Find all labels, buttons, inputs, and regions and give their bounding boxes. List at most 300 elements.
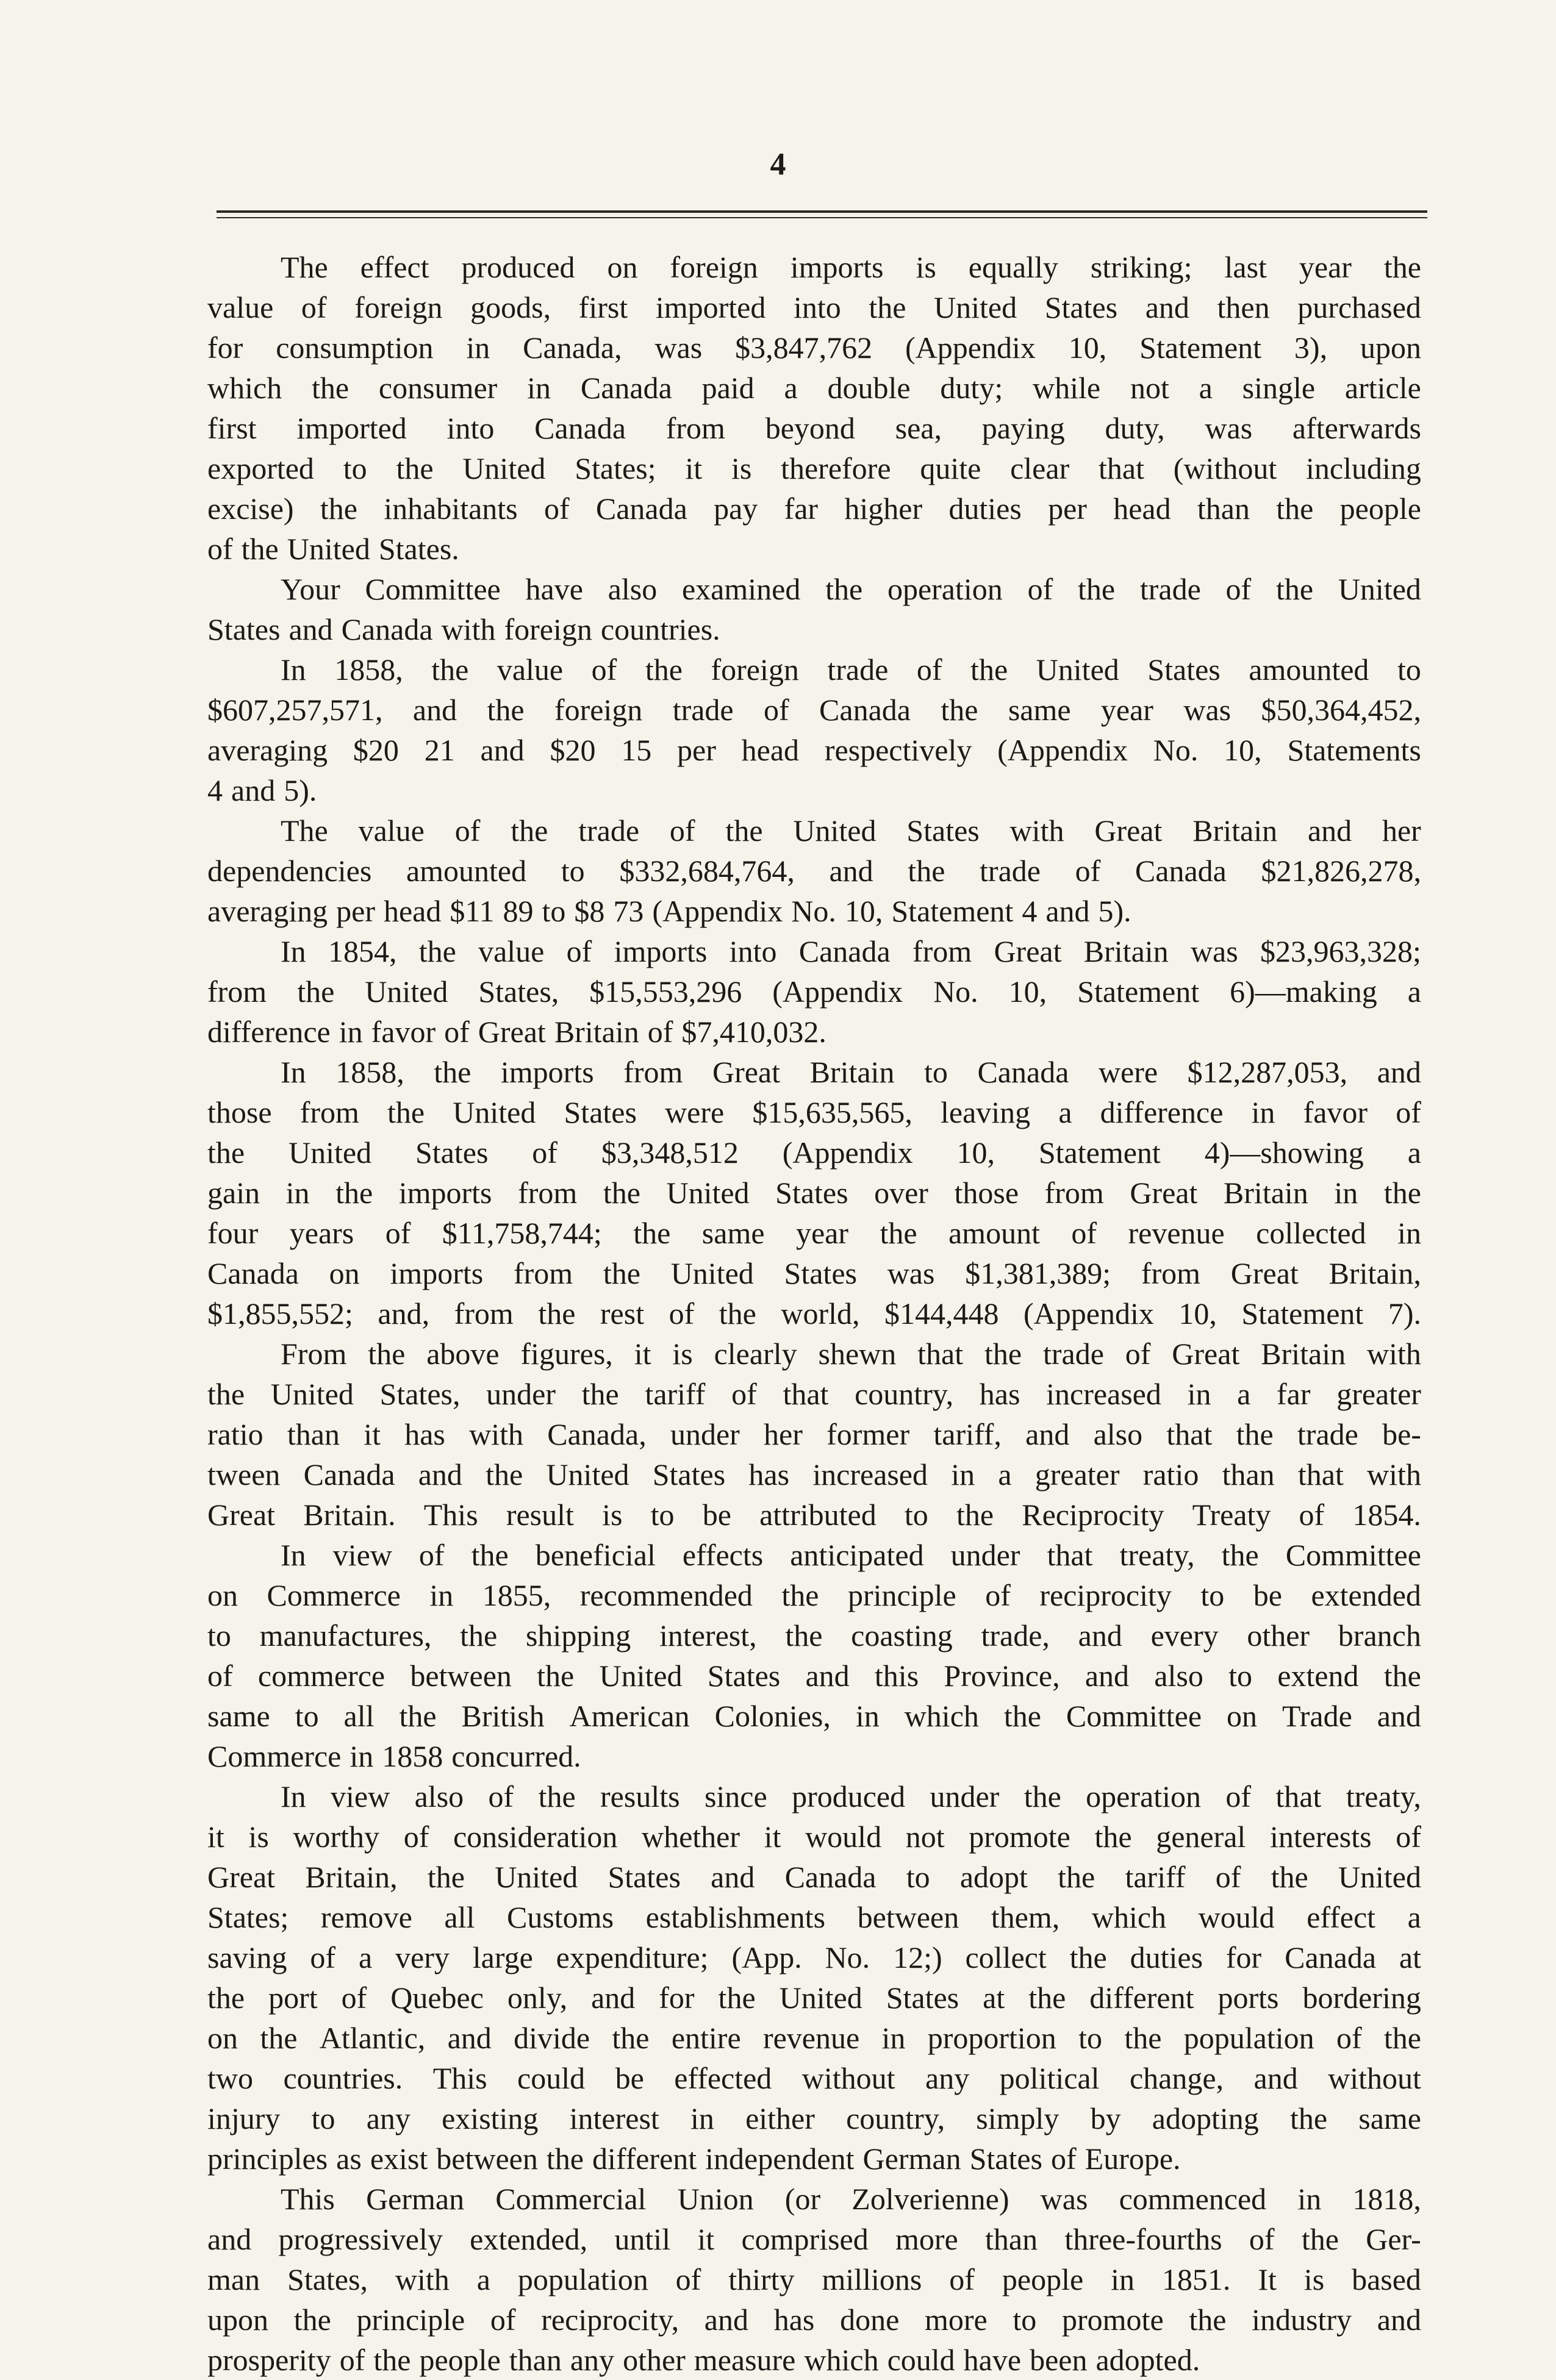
word: Statement [891,894,1014,928]
word: $1,381,389; [965,1256,1111,1290]
word: is [1303,2262,1325,2296]
text-line [207,1374,1421,1414]
word: over [874,1176,928,1210]
word: is [602,1498,623,1532]
word: view [331,1779,390,1814]
word: purchased [1297,290,1421,324]
word: with [395,2262,450,2296]
word: the [207,1135,245,1170]
word: and [412,693,457,727]
word: collect [965,1940,1047,1974]
word: of [669,813,695,848]
word: the [431,652,469,687]
word: for [659,1981,695,2015]
text-line [207,1092,1421,1132]
word: from [665,411,725,445]
word: difference [207,1015,331,1049]
header-rule-thin [217,217,1427,218]
word: is [248,1820,269,1854]
word: of [444,1015,470,1049]
word: States, [379,1377,461,1411]
word: Great [1230,1256,1299,1290]
word: therefore [781,451,891,485]
word: paying [981,411,1065,445]
word: Great [207,1498,276,1532]
word: amounted [406,854,527,888]
word: 4 [1022,894,1038,928]
word: and [231,773,276,807]
word: of [985,1578,1011,1612]
word: the [396,451,434,485]
word: trade, [981,1618,1050,1653]
word: exist [370,2142,428,2176]
word: anticipated [790,1538,924,1572]
word: the [538,1296,576,1331]
word: result [506,1498,574,1532]
word: of [339,2343,365,2377]
word: and [1045,894,1090,928]
word: adopting [1152,2101,1259,2135]
text-line [207,488,1421,529]
word: United [670,1256,754,1290]
word: done [840,2303,900,2337]
word: afterwards [1292,411,1421,445]
word: the [373,2343,411,2377]
word: of [207,1659,233,1693]
word: from [518,1176,578,1210]
word: from [912,934,972,968]
word: with [441,612,496,646]
word: single [1242,371,1316,405]
word: with [1009,813,1064,848]
text-line [207,1454,1421,1495]
text-line [207,1937,1421,1978]
word: Zolverienne) [851,2182,1009,2216]
word: greater [1336,1377,1421,1411]
word: Canada [977,1055,1069,1089]
word: a [998,1457,1012,1492]
word: 10, [956,1135,995,1170]
word: the [1383,1176,1421,1210]
word: change, [1129,2061,1224,2095]
word: $21,826,278, [1261,854,1421,888]
word: the [725,813,763,848]
word: the [293,2303,331,2337]
word: until [614,2222,671,2256]
word: saving [207,1940,287,1974]
word: in [527,371,551,405]
word: her [764,1417,803,1451]
word: extended, [470,2222,588,2256]
word: 15 [621,733,652,767]
word: imports [398,1176,492,1210]
word: trade [980,854,1041,888]
word: Committee [365,572,501,606]
word: In [281,1538,306,1572]
word: The [281,813,328,848]
word: principle [356,2303,465,2337]
word: world, [781,1296,860,1331]
word: injury [207,2101,281,2135]
word: that [1297,1457,1344,1492]
word: on [207,1578,238,1612]
word: of [341,1981,367,2015]
word: into [793,290,841,324]
word: $3,348,512 [601,1135,739,1170]
word: which [904,1699,979,1733]
word: as [336,2142,362,2176]
word: of [207,532,233,566]
word: same [207,1699,270,1733]
word: the [719,1296,756,1331]
word: to [343,451,367,485]
word: Commerce [267,1578,401,1612]
word: 1818, [1352,2182,1421,2216]
word: ratio [207,1417,264,1451]
word: $11 [450,894,495,928]
word: the [1069,1940,1107,1974]
word: From [281,1337,347,1371]
text-line [207,609,1421,649]
word: was [1190,934,1238,968]
text-line [207,368,1421,408]
word: population [517,2262,648,2296]
word: foreign [711,652,799,687]
word: sea, [895,411,942,445]
word: United [453,1095,536,1129]
text-line [207,1575,1421,1615]
text-line [207,2259,1421,2300]
word: between [410,1659,512,1693]
text-line [207,1535,1421,1575]
word: Canada [580,371,672,405]
word: have [963,2343,1022,2377]
word: $15,635,565, [752,1095,912,1129]
word: which [207,371,282,405]
word: 10, [1008,974,1047,1009]
word: Colonies, [714,1699,831,1733]
word: operation [887,572,1003,606]
word: United [1338,1860,1421,1894]
word: in [466,331,490,365]
word: manufactures, [259,1618,432,1653]
word: her [1382,813,1421,848]
word: population [1183,2021,1314,2055]
word: only, [507,1981,568,2015]
word: the [418,934,456,968]
word: the [633,1216,671,1250]
word: of [403,1820,429,1854]
word: leaving [941,1095,1031,1129]
word: 1854. [1352,1498,1421,1532]
word: $3,847,762 [735,331,873,365]
text-line [207,1656,1421,1696]
word: head [1113,491,1171,526]
word: and [418,1457,462,1492]
text-line [207,529,1421,569]
word: the [538,1779,576,1814]
word: than [509,2343,562,2377]
word: with [1367,1457,1421,1492]
word: States [1044,290,1118,324]
word: effects [682,1538,764,1572]
word: of [566,934,592,968]
word: of [1051,2142,1077,2176]
word: the [546,2142,584,2176]
body-text [207,247,1421,2380]
word: Atlantic, [319,2021,426,2055]
word: the [941,693,978,727]
word: per [336,894,375,928]
word: This [423,1498,478,1532]
text-line [207,1052,1421,1092]
word: (App. [731,1940,802,1974]
word: to [1200,1578,1225,1612]
word: without [801,2061,895,2095]
word: tariff [645,1377,706,1411]
word: the [908,854,945,888]
word: were [1098,1055,1158,1089]
word: first [207,411,257,445]
word: of [418,1538,445,1572]
word: Britain [1223,1176,1308,1210]
text-line [207,971,1421,1012]
word: based [1352,2262,1421,2296]
word: the [1383,1659,1421,1693]
word: for [207,331,243,365]
word: them, [991,1900,1060,1934]
word: States [775,1176,848,1210]
text-line [207,1012,1421,1052]
word: Customs [506,1900,614,1934]
word: Union [677,2182,754,2216]
word: the [1028,1981,1066,2015]
word: of [1299,1498,1325,1532]
word: States [707,1659,781,1693]
word: was [654,331,703,365]
word: equally [968,250,1058,284]
word: year [1100,693,1153,727]
text-line [207,2219,1421,2259]
word: States [608,1860,681,1894]
word: in [1334,1176,1358,1210]
word: of [1225,1779,1252,1814]
word: would [805,1820,882,1854]
word: States [906,813,980,848]
word: industry [1252,2303,1352,2337]
word: Statements [1287,733,1421,767]
word: States; [575,451,656,485]
word: American [569,1699,690,1733]
word: year [1299,250,1352,284]
word: from [1044,1176,1104,1210]
word: the [781,1578,819,1612]
word: examined [681,572,801,606]
word: establishments [645,1900,826,1934]
word: It [1258,2262,1277,2296]
word: to [1078,2021,1103,2055]
word: consumption [276,331,434,365]
word: imported [655,290,766,324]
word: country, [846,2101,945,2135]
word: Canada [207,1256,299,1290]
word: of [1075,854,1101,888]
word: 5). [1098,894,1131,928]
word: interest, [659,1618,757,1653]
word: to [650,1498,675,1532]
word: commenced [1119,2182,1267,2216]
word: In [281,934,306,968]
word: in [1297,2182,1322,2216]
word: $607,257,571, [207,693,383,727]
word: Commerce [207,1739,342,1773]
word: 1855, [482,1578,551,1612]
word: were [665,1095,725,1129]
word: duty; [940,371,1003,405]
word: trade [672,693,734,727]
word: port [268,1981,318,2015]
word: in [1111,2262,1135,2296]
word: independent [705,2142,855,2176]
word: foreign [554,693,643,727]
word: trade [827,652,889,687]
word: and [591,1981,636,2015]
word: those [954,1176,1019,1210]
word: of [1215,1860,1241,1894]
word: In [281,1779,306,1814]
word: the [1275,572,1314,606]
word: the [1289,2101,1328,2135]
word: principles [207,2142,328,2176]
word: simply [976,2101,1059,2135]
word: extended [1311,1578,1421,1612]
word: increased [812,1457,928,1492]
word: political [999,2061,1100,2095]
word: treaty, [1119,1538,1195,1572]
text-line [207,2058,1421,2098]
word: of [764,693,789,727]
text-line [207,247,1421,287]
word: from [513,1256,573,1290]
word: to [311,2101,335,2135]
word: States; [207,1900,289,1934]
text-line [207,931,1421,971]
word: it [685,451,703,485]
word: the [1058,1860,1095,1894]
word: the [825,572,863,606]
word: millions [822,2262,922,2296]
word: the [1271,1860,1308,1894]
word: the [434,1055,471,1089]
text-line [207,1857,1421,1897]
word: thirty [728,2262,795,2296]
word: of [532,1135,558,1170]
word: averaging [207,733,328,767]
word: States [969,2142,1043,2176]
word: duties [948,491,1022,526]
word: the [984,1337,1022,1371]
word: excise) [207,491,294,526]
word: interests [1269,1820,1372,1854]
word: countries. [283,2061,403,2095]
word: Canada [534,411,626,445]
word: that [783,1377,829,1411]
word: In [281,1055,306,1089]
word: a [1199,371,1213,405]
word: 6)—making [1230,974,1377,1009]
text-line [207,1173,1421,1213]
word: would [1198,1900,1275,1934]
word: trade [1042,1337,1104,1371]
word: $11,758,744; [442,1216,602,1250]
word: branch [1338,1618,1421,1653]
word: Reciprocity [1022,1498,1164,1532]
word: also [1154,1659,1203,1693]
word: of [647,1015,673,1049]
word: also [414,1779,464,1814]
word: Britain [1083,934,1169,968]
word: the [241,532,279,566]
word: while [1033,371,1101,405]
word: 12;) [893,1940,942,1974]
word: United [462,451,546,485]
word: measure [694,2343,796,2377]
word: Canada [1285,1940,1377,1974]
word: Britain [809,1055,895,1089]
word: any [570,2343,615,2377]
word: $7,410,032. [681,1015,826,1049]
word: years [289,1216,354,1250]
word: under [486,1377,556,1411]
word: 5). [284,773,317,807]
word: from [207,974,267,1009]
word: 1854, [328,934,397,968]
text-line [207,690,1421,730]
word: Province, [944,1659,1060,1693]
word: $20 [353,733,399,767]
word: it [207,1820,224,1854]
word: into [729,934,777,968]
word: with [469,1417,524,1451]
word: 89 [503,894,534,928]
word: to [295,1699,319,1733]
word: States. [378,532,459,566]
word: Statement [1077,974,1200,1009]
word: of [1396,1095,1421,1129]
word: the [581,1377,619,1411]
word: paid [701,371,755,405]
word: No. [825,1940,870,1974]
word: under [670,1417,740,1451]
word: Your [281,572,340,606]
word: to [1397,652,1421,687]
word: other [623,2343,686,2377]
word: the [1094,1820,1132,1854]
word: of [916,652,942,687]
word: $8 [574,894,605,928]
word: striking; [1090,250,1192,284]
word: the [1383,250,1421,284]
word: from [299,1095,359,1129]
word: people [1002,2262,1084,2296]
word: (Appendix [772,974,903,1009]
word: German [862,2142,961,2176]
word: the [297,974,335,1009]
word: of [454,813,481,848]
word: to [924,1055,948,1089]
word: and [1078,1618,1122,1653]
word: United [1036,652,1119,687]
